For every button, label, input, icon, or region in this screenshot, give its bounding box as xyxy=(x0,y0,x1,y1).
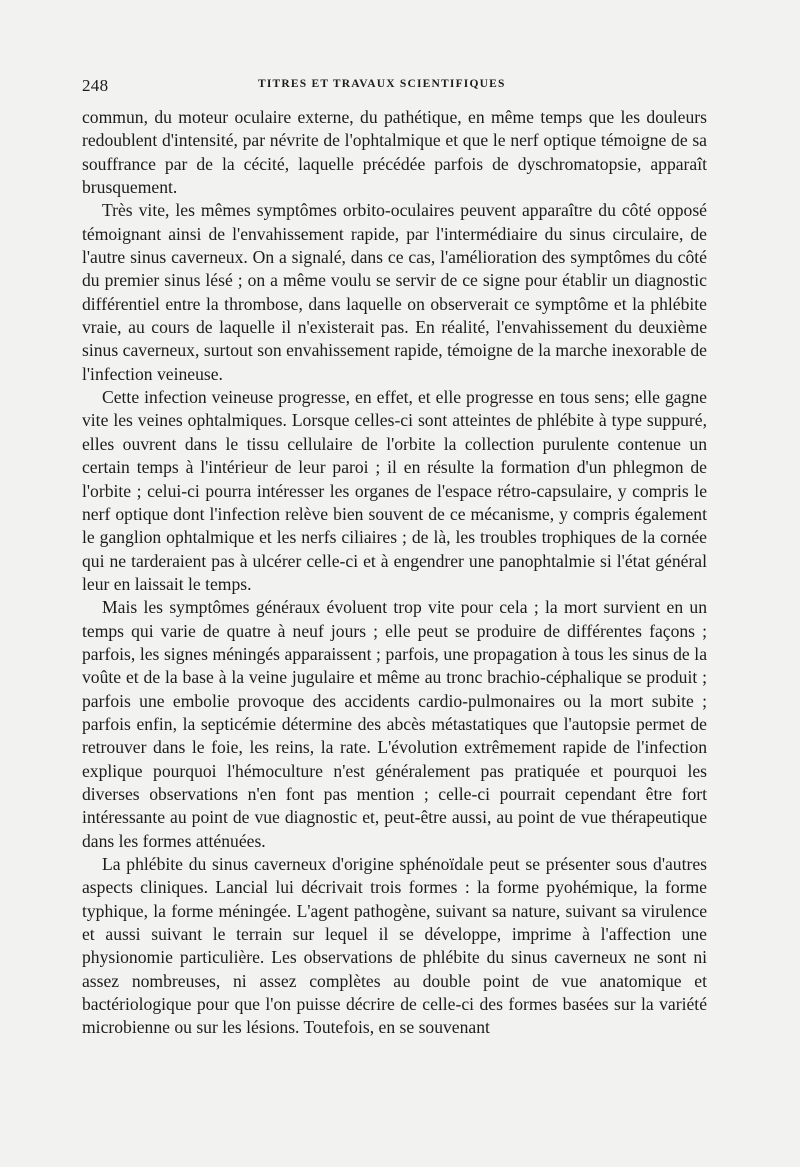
paragraph: Cette infection veineuse progresse, en effet, et elle progresse en tous sens; elle gagne vite les veines ophtalmiques. Lorsque celles-ci sont atteintes de phlébite à type suppuré, elles ouvrent dans le tissu cellulaire de l'orbite la collection purulente contenue un certain temps à l'intérieur de leur paroi ; il en résulte la formation d'un phlegmon de l'orbite ; celui-ci pourra intéresser les organes de l'espace rétro-capsulaire, y compris le nerf optique dont l'infection relève bien souvent de ce mécanisme, y compris également le ganglion ophtalmique et les nerfs ciliaires ; de là, les troubles trophiques de la cornée qui ne tarderaient pas à ulcérer celle-ci et à engendrer une panophtalmie si l'état général leur en laissait le temps. xyxy=(82,387,707,594)
paragraph: Très vite, les mêmes symptômes orbito-oculaires peuvent apparaître du côté opposé témoignant ainsi de l'envahissement rapide, par l'intermédiaire du sinus circulaire, de l'autre sinus caverneux. On a signalé, dans ce cas, l'amélioration des symptômes du côté du premier sinus lésé ; on a même voulu se servir de ce signe pour établir un diagnostic différentiel entre la thrombose, dans laquelle on observerait ce symptôme et la phlébite vraie, au cours de laquelle il n'existerait pas. En réalité, l'envahissement du deuxième sinus caverneux, surtout son envahissement rapide, témoigne de la marche inexorable de l'infection veineuse. xyxy=(82,200,707,384)
paragraph: Mais les symptômes généraux évoluent trop vite pour cela ; la mort survient en un temps qui varie de quatre à neuf jours ; elle peut se produire de différentes façons ; parfois, les signes méningés apparaissent ; parfois, une propagation à tous les sinus de la voûte et de la base à la veine jugulaire et même au tronc brachio-céphalique se produit ; parfois une embolie provoque des accidents cardio-pulmonaires ou la mort subite ; parfois enfin, la septicémie détermine des abcès métastatiques que l'autopsie permet de retrouver dans le foie, les reins, la rate. L'évolution extrêmement rapide de l'infection explique pourquoi l'hémoculture n'est généralement pas pratiquée et pourquoi les diverses observations n'en font pas mention ; celle-ci pourrait cependant être fort intéressante au point de vue diagnostic et, peut-être aussi, au point de vue thérapeutique dans les formes atténuées. xyxy=(82,597,707,851)
page-header xyxy=(82,76,707,98)
page-number: 248 xyxy=(82,76,109,95)
paragraph: La phlébite du sinus caverneux d'origine sphénoïdale peut se présenter sous d'autres aspects cliniques. Lancial lui décrivait trois formes : la forme pyohémique, la forme typhique, la forme méningée. L'agent pathogène, suivant sa nature, suivant sa virulence et aussi suivant le terrain sur lequel il se développe, imprime à l'affection une physionomie particulière. Les observations de phlébite du sinus caverneux ne sont ni assez nombreuses, ni assez complètes au double point de vue anatomique et bactériologique pour que l'on puisse décrire de celle-ci des formes basées sur la variété microbienne ou sur les lésions. Toutefois, en se souvenant xyxy=(82,854,707,1038)
body-text xyxy=(82,106,707,1040)
paragraph-continuation: commun, du moteur oculaire externe, du pathétique, en même temps que les douleurs redoublent d'intensité, par névrite de l'ophtalmique et que le nerf optique témoigne de sa souffrance par de la cécité, laquelle précédée parfois de dyschromatopsie, apparaît brusquement. xyxy=(82,107,707,198)
running-title: TITRES ET TRAVAUX SCIENTIFIQUES xyxy=(258,78,506,90)
